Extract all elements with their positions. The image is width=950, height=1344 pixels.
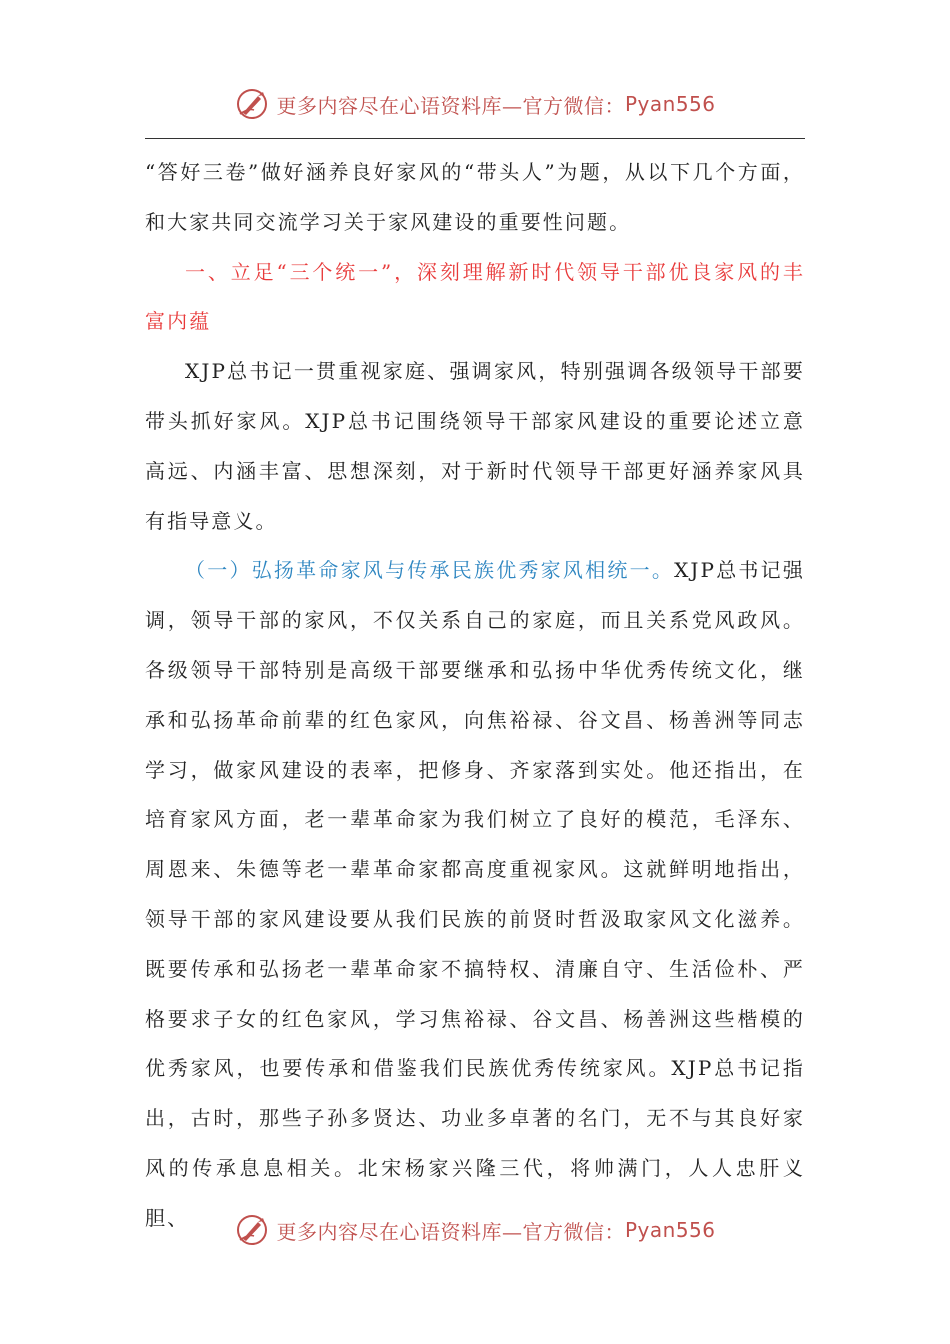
subsection-body-1: XJP总书记强调，领导干部的家风，不仅关系自己的家庭，而且关系党风政风。各级领导干部特别是高级干部要继承和弘扬中华优秀传统文化，继承和弘扬革命前辈的红色家风，向焦裕禄、谷文昌、杨善洲等同志学习，做家风建设的表率，把修身、齐家落到实处。他还指出，在培育家风方面，老一辈革命家为我们树立了良好的模范，毛泽东、周恩来、朱德等老一辈革命家都高度重视家风。这就鲜明地指出，领导干部的家风建设要从我们民族的前贤时哲汲取家风文化滋养。既要传承和弘扬老一辈革命家不搞特权、清廉自守、生活俭朴、严格要求子女的红色家风，学习焦裕禄、谷文昌、杨善洲这些楷模的优秀家风，也要传承和借鉴我们民族优秀传统家风。XJP总书记指出，古时，那些子孙多贤达、功业多卓著的名门，无不与其良好家风的传承息息相关。北宋杨家兴隆三代，将帅满门，人人忠肝义胆、 xyxy=(145,558,805,1230)
document-body xyxy=(145,148,805,1244)
footer-wechat-id: Pyan556 xyxy=(624,1218,716,1242)
section-heading-1: 一、立足“三个统一”，深刻理解新时代领导干部优良家风的丰富内蕴 xyxy=(145,259,805,334)
paragraph-subsection-1 xyxy=(145,546,805,1243)
header-banner xyxy=(0,80,950,128)
paragraph-section-1: XJP总书记一贯重视家庭、强调家风，特别强调各级领导干部要带头抓好家风。XJP总书记围绕领导干部家风建设的重要论述立意高远、内涵丰富、思想深刻，对于新时代领导干部更好涵养家风具有指导意义。 xyxy=(145,359,805,533)
banner-text: 更多内容尽在心语资料库—官方微信： xyxy=(276,93,625,118)
paragraph-intro: “答好三卷”做好涵养良好家风的“带头人”为题，从以下几个方面，和大家共同交流学习关于家风建设的重要性问题。 xyxy=(145,160,805,234)
footer-banner-text: 更多内容尽在心语资料库—官方微信： xyxy=(276,1219,625,1244)
footer-banner xyxy=(0,1206,950,1254)
header-divider xyxy=(145,138,805,139)
subsection-title-1: （一）弘扬革命家风与传承民族优秀家风相统一。 xyxy=(185,558,675,583)
banner-wechat-id: Pyan556 xyxy=(624,92,716,116)
quill-logo-icon xyxy=(234,1212,270,1248)
quill-logo-icon xyxy=(234,86,270,122)
